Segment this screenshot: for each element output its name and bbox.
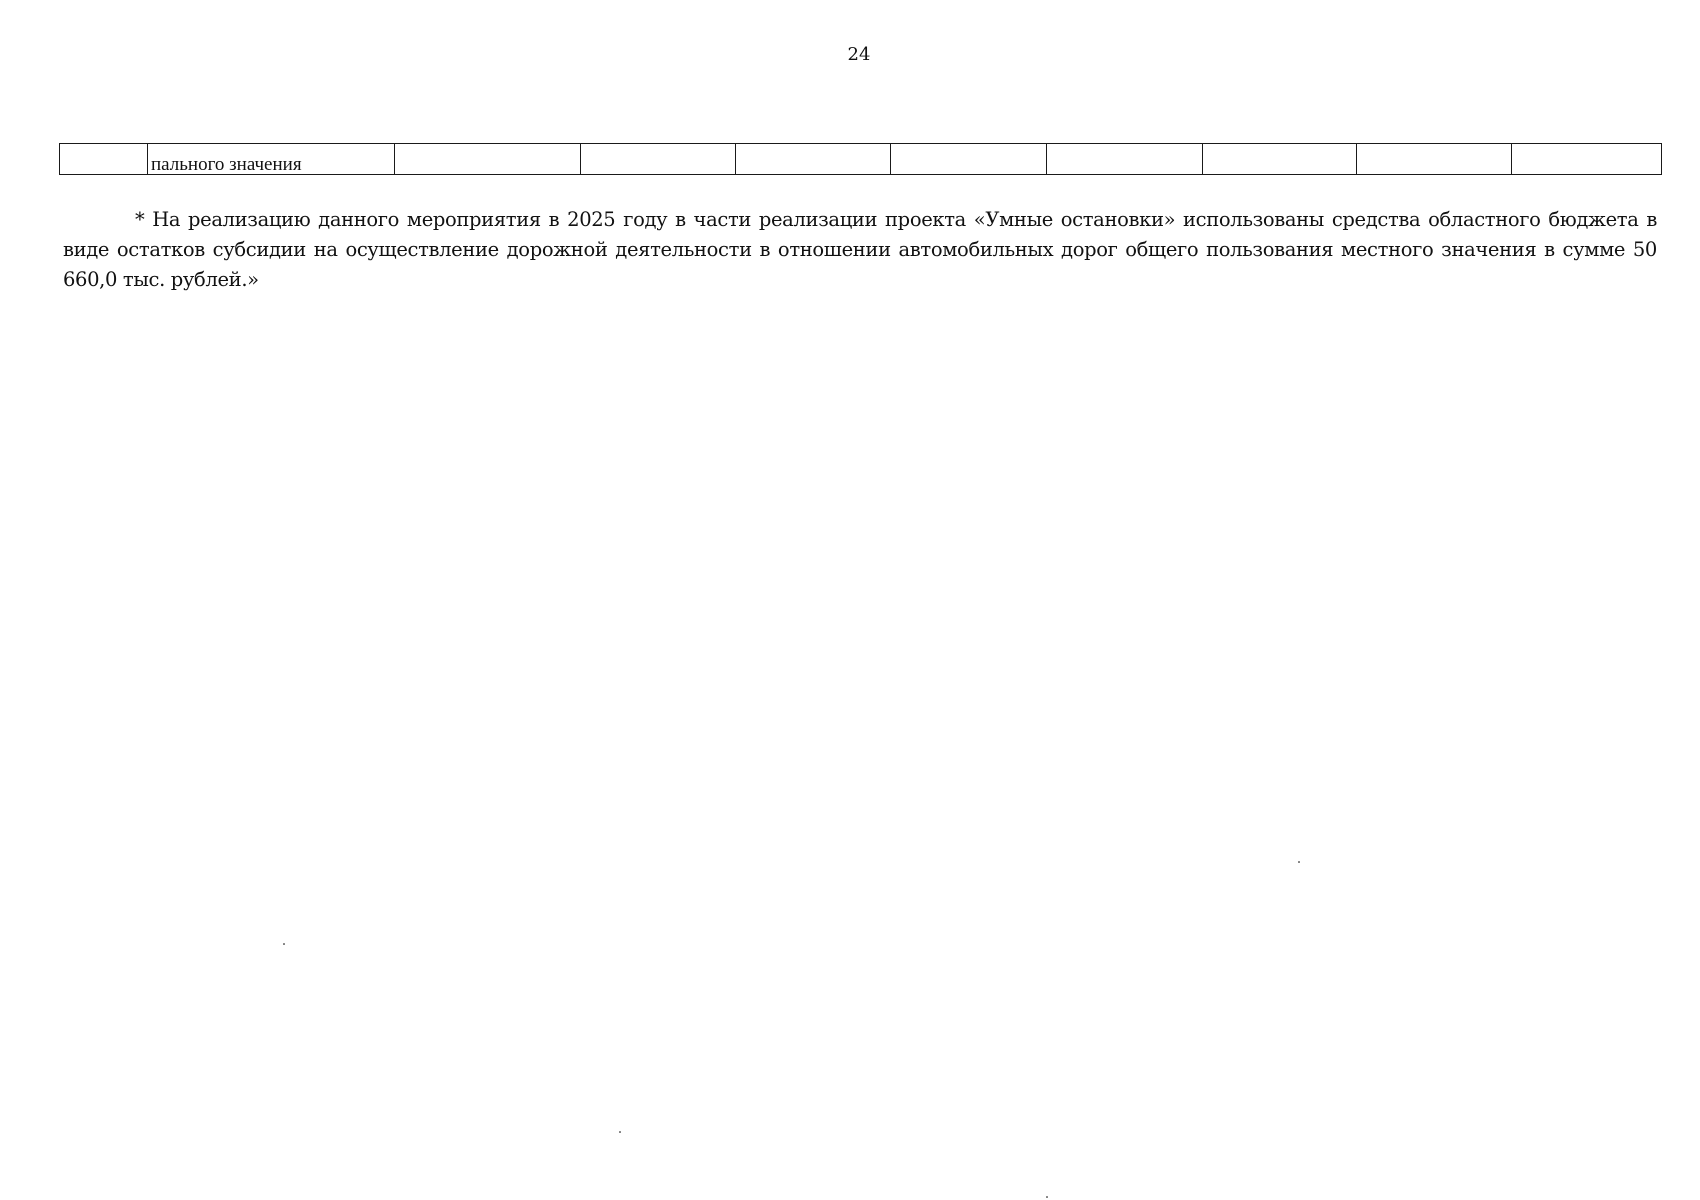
table-cell: [1203, 144, 1357, 175]
table-cell: [1357, 144, 1512, 175]
table-cell: [395, 144, 581, 175]
scan-speck: [1046, 1196, 1048, 1198]
table-cell: [736, 144, 891, 175]
table-cell: [1047, 144, 1203, 175]
scan-speck: [1298, 861, 1300, 863]
footnote-text: * На реализацию данного мероприятия в 2025 году в части реализации проекта «Умные остановки» использованы средства областного бюджета в виде остатков субсидии на осуществление дорожной деятельности в отношении автомобильных дорог общего пользования местного значения в сумме 50 660,0 тыс. рублей.»: [63, 208, 1657, 291]
scan-speck: [283, 943, 285, 945]
table-cell: [1512, 144, 1662, 175]
table-row: [60, 144, 1662, 175]
scan-speck: [619, 1131, 621, 1133]
table-fragment: [59, 143, 1662, 175]
table-cell: [581, 144, 736, 175]
page-number: 24: [847, 44, 871, 65]
table-cell: [60, 144, 148, 175]
table-cell: пального значения: [148, 144, 395, 175]
table-cell: [891, 144, 1047, 175]
